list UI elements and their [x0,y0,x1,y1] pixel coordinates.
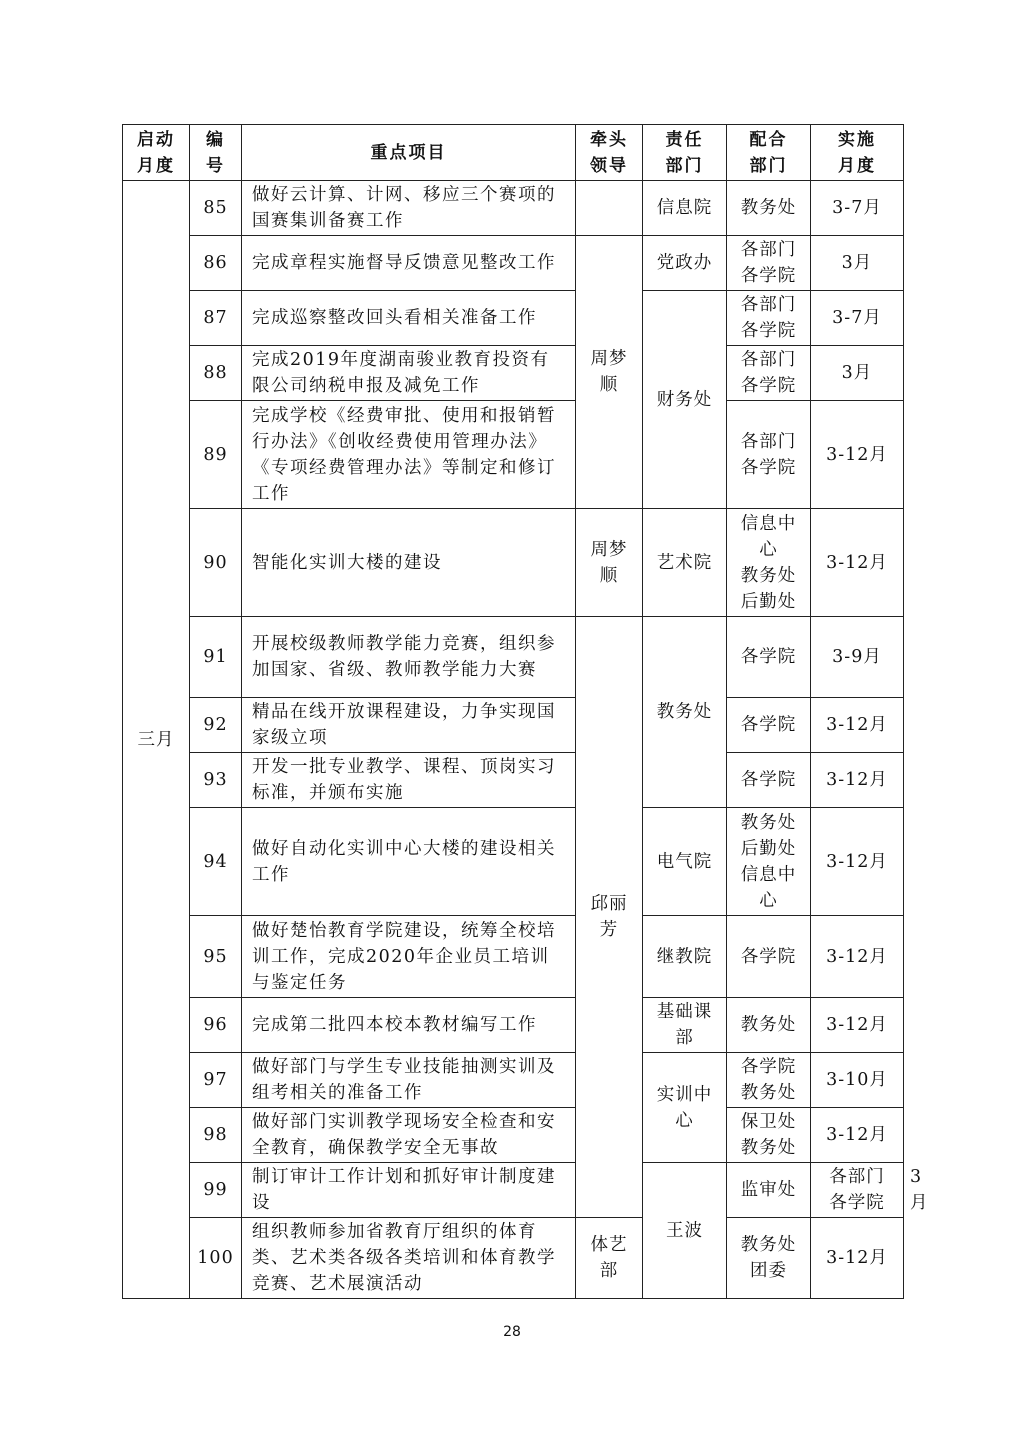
row-number: 99 [190,1163,242,1218]
leader-cell: 周梦 顺 [576,236,643,509]
impl-cell: 3-12月 [811,808,904,916]
table-row [123,181,904,236]
coop-cell: 教务处 团委 [727,1218,811,1299]
coop-cell: 各学院 [727,617,811,698]
project-cell: 开发一批专业教学、课程、顶岗实习标准，并颁布实施 [242,753,576,808]
impl-cell: 3月 [811,236,904,291]
coop-cell: 教务处 后勤处 信息中 心 [727,808,811,916]
project-cell: 完成2019年度湖南骏业教育投资有限公司纳税申报及减免工作 [242,346,576,401]
impl-cell: 3月 [811,346,904,401]
header-cooperating-dept: 配合 部门 [727,125,811,181]
dept-cell: 艺术院 [643,509,727,617]
coop-cell: 保卫处 教务处 [727,1108,811,1163]
row-number: 95 [190,916,242,998]
dept-cell: 信息院 [643,181,727,236]
table-row [123,1218,904,1299]
leader-cell: 王波 [643,1163,727,1299]
coop-cell: 各部门 各学院 [727,346,811,401]
impl-cell: 3-7月 [811,181,904,236]
work-plan-table [122,124,929,1299]
project-cell: 完成第二批四本校本教材编写工作 [242,998,576,1053]
leader-cell-empty [576,181,643,236]
dept-cell: 基础课 部 [643,998,727,1053]
row-number: 98 [190,1108,242,1163]
row-number: 100 [190,1218,242,1299]
row-number: 96 [190,998,242,1053]
project-cell: 组织教师参加省教育厅组织的体育类、艺术类各级各类培训和体育教学竞赛、艺术展演活动 [242,1218,576,1299]
dept-cell: 党政办 [643,236,727,291]
project-cell: 制订审计工作计划和抓好审计制度建设 [242,1163,576,1218]
impl-cell: 3-12月 [811,698,904,753]
project-cell: 完成巡察整改回头看相关准备工作 [242,291,576,346]
impl-cell: 3-12月 [811,998,904,1053]
table-row [123,916,904,998]
impl-cell: 3-12月 [811,916,904,998]
leader-cell: 邱丽 芳 [576,617,643,1218]
dept-cell: 财务处 [643,291,727,509]
row-number: 93 [190,753,242,808]
project-cell: 做好自动化实训中心大楼的建设相关工作 [242,808,576,916]
impl-cell: 3-12月 [811,509,904,617]
header-responsible-dept: 责任 部门 [643,125,727,181]
coop-cell: 各部门 各学院 [811,1163,904,1218]
row-number: 91 [190,617,242,698]
impl-cell: 3-12月 [811,1108,904,1163]
project-cell: 做好部门实训教学现场安全检查和安全教育，确保教学安全无事故 [242,1108,576,1163]
impl-cell: 3-12月 [811,753,904,808]
coop-cell: 各部门 各学院 [727,236,811,291]
table-row [123,698,904,753]
table-row [123,236,904,291]
table-row [123,346,904,401]
table-row [123,808,904,916]
table-row [123,1108,904,1163]
start-month-cell: 三月 [123,181,190,1299]
coop-cell: 各学院 教务处 [727,1053,811,1108]
impl-cell: 3-12月 [811,401,904,509]
project-cell: 智能化实训大楼的建设 [242,509,576,617]
coop-cell: 各部门 各学院 [727,401,811,509]
header-row [123,125,904,181]
header-leader: 牵头 领导 [576,125,643,181]
row-number: 86 [190,236,242,291]
dept-cell: 电气院 [643,808,727,916]
row-number: 89 [190,401,242,509]
coop-cell: 教务处 [727,998,811,1053]
coop-cell: 教务处 [727,181,811,236]
coop-cell: 各学院 [727,753,811,808]
dept-cell: 体艺部 [576,1218,643,1299]
leader-cell: 周梦 顺 [576,509,643,617]
project-cell: 做好云计算、计网、移应三个赛项的国赛集训备赛工作 [242,181,576,236]
row-number: 88 [190,346,242,401]
table-row [123,617,904,698]
table-row [123,291,904,346]
project-cell: 开展校级教师教学能力竞赛，组织参加国家、省级、教师教学能力大赛 [242,617,576,698]
project-cell: 完成章程实施督导反馈意见整改工作 [242,236,576,291]
dept-cell: 监审处 [727,1163,811,1218]
row-number: 85 [190,181,242,236]
project-cell: 完成学校《经费审批、使用和报销暂行办法》《创收经费使用管理办法》《专项经费管理办法》等制定和修订工作 [242,401,576,509]
project-cell: 做好楚怡教育学院建设，统筹全校培训工作，完成2020年企业员工培训与鉴定任务 [242,916,576,998]
row-number: 94 [190,808,242,916]
row-number: 97 [190,1053,242,1108]
coop-cell: 信息中 心 教务处 后勤处 [727,509,811,617]
table-row [123,998,904,1053]
impl-cell: 3-7月 [811,291,904,346]
row-number: 87 [190,291,242,346]
header-number: 编 号 [190,125,242,181]
row-number: 90 [190,509,242,617]
header-implementation-month: 实施 月度 [811,125,904,181]
dept-cell: 教务处 [643,617,727,808]
table-row: 99 制订审计工作计划和抓好审计制度建设 王波 监审处 各部门 各学院 3月 [123,1163,904,1218]
dept-cell: 继教院 [643,916,727,998]
table-row [123,753,904,808]
impl-cell: 3-10月 [811,1053,904,1108]
table-row [123,1053,904,1108]
header-project: 重点项目 [242,125,576,181]
page-number: 28 [503,1324,521,1340]
impl-cell: 3-12月 [811,1218,904,1299]
coop-cell: 各学院 [727,916,811,998]
project-cell: 精品在线开放课程建设，力争实现国家级立项 [242,698,576,753]
dept-cell: 实训中 心 [643,1053,727,1163]
header-start-month: 启动 月度 [123,125,190,181]
row-number: 92 [190,698,242,753]
impl-cell: 3-9月 [811,617,904,698]
project-cell: 做好部门与学生专业技能抽测实训及组考相关的准备工作 [242,1053,576,1108]
coop-cell: 各学院 [727,698,811,753]
table-row [123,509,904,617]
coop-cell: 各部门 各学院 [727,291,811,346]
table-row [123,401,904,509]
